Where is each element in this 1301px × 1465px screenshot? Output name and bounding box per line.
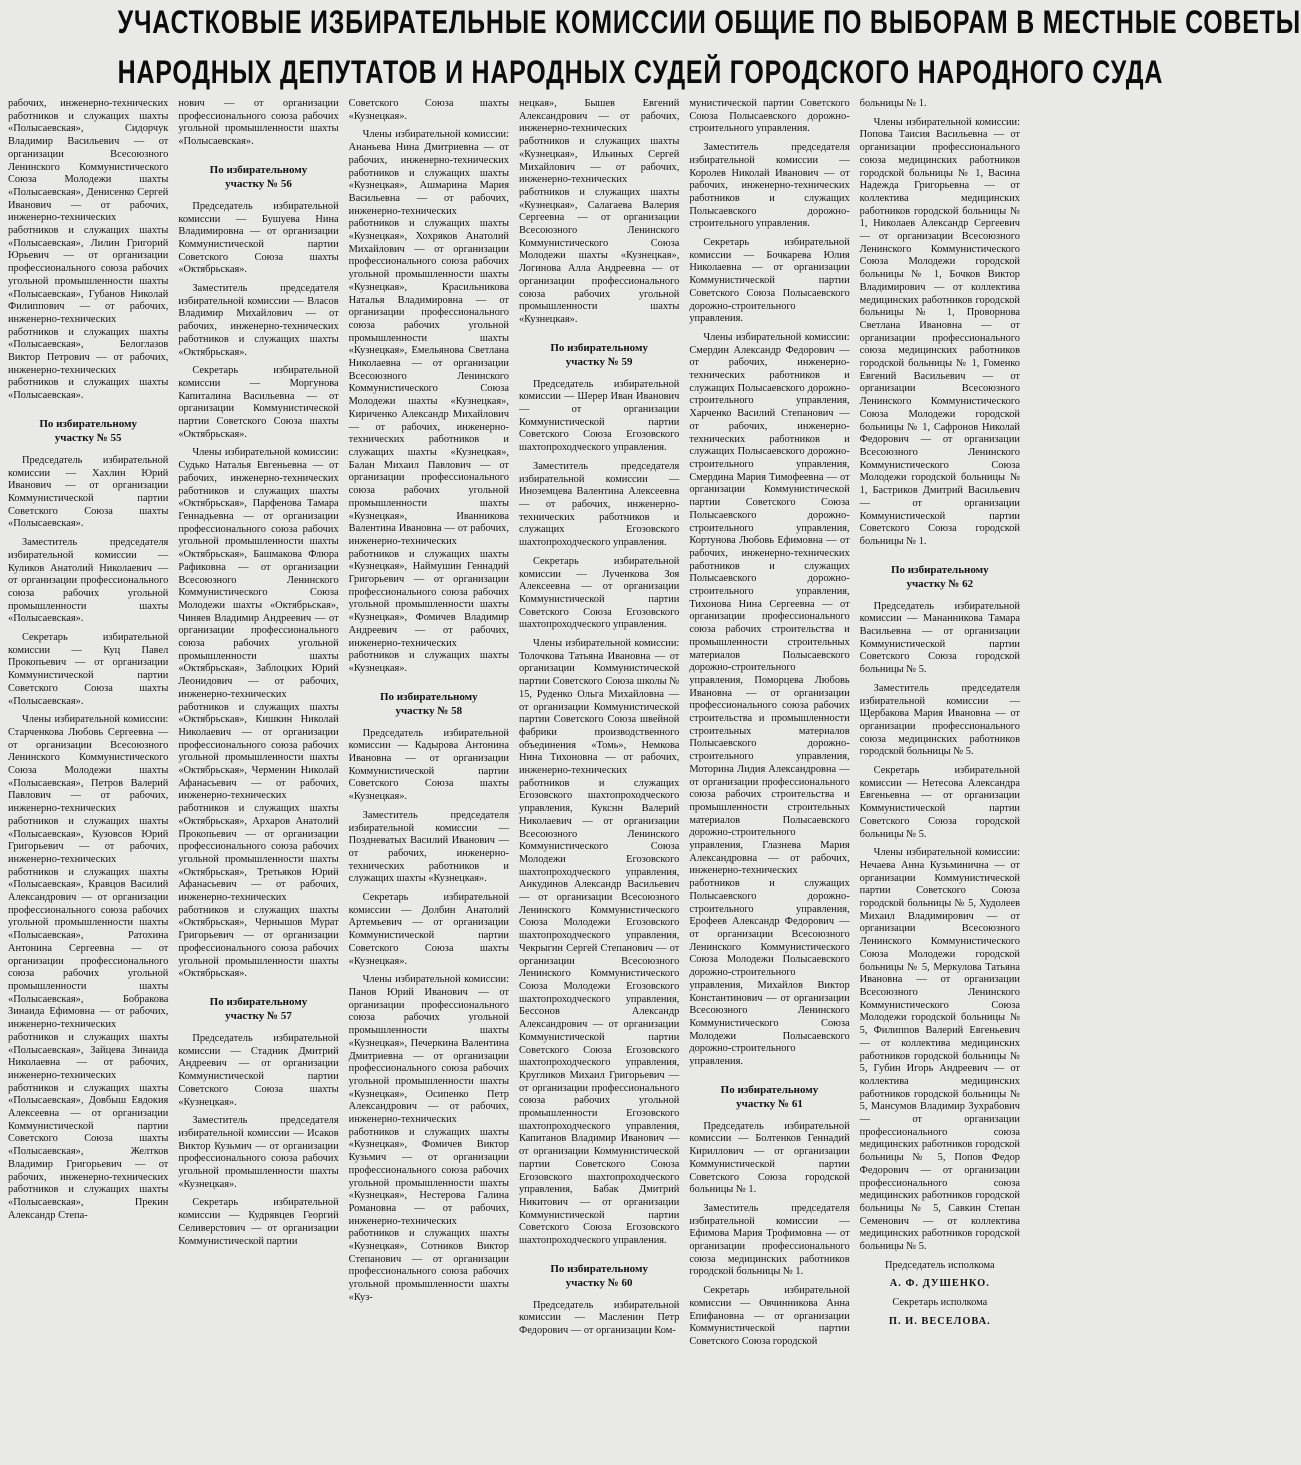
paragraph: Члены избирательной комиссии: Судько Наталья Евгеньевна — от рабочих, инженерно-технических работников и служащих шахты «Октябрьская», Парфенова Тамара Геннадьевна — от организации профессионального союза рабочих угольной промышленности шахты «Октябрьская», Башмакова Флюра Рафиковна — от организации Всесоюзного Ленинского Коммунистического Союза Молодежи шахты «Октябрьская», Чиняев Владимир Андреевич — от организации профессионального союза рабочих угольной промышленности шахты «Октябрьская», Заблоцких Юрий Леонидович — от рабочих, инженерно-технических работников и служащих шахты «Октябрьская», Кишкин Николай Николаевич — от организации профессионального союза рабочих угольной промышленности шахты «Октябрьская», Черменин Николай Афанасьевич — от рабочих, инженерно-технических работников и служащих шахты «Октябрьская», Архаров Анатолий Прокопьевич — от организации профессионального союза рабочих угольной промышленности шахты «Октябрьская», Третьяков Юрий Афанасьевич — от рабочих, инженерно-технических работников и служащих шахты «Октябрьская», Чернышов Мурат Григорьевич — от организации профессионального союза рабочих угольной промышленности шахты «Октябрьская». <box>178 447 339 980</box>
section-heading-62: По избирательному участку № 62 <box>891 563 989 590</box>
paragraph: Члены избирательной комиссии: Толочкова Татьяна Ивановна — от организации Коммунистической партии Советского Союза школы № 15, Руденко Ольга Михайловна — от организации Коммунистической партии Советского Союза швейной фабрики производственного объединения «Томь», Немкова Нина Тихоновна — от рабочих, инженерно-технических работников и служащих Егозовского шахтопроходческого управления, Кукснн Валерий Николаевич — от организации Всесоюзного Ленинского Коммунистического Союза Молодежи Егозовского шахтопроходческого управления, Анкудинов Александр Васильевич — от организации Всесоюзного Ленинского Коммунистического Союза Молодежи Егозовского шахтопроходческого управления, Чекрыгин Сергей Степанович — от организации Всесоюзного Ленинского Коммунистического Союза Молодежи Егозовского шахтопроходческого управления, Бессонов Александр Александрович — от организации Коммунистической партии Советского Союза Егозовского шахтопроходческого управления, Кругликов Михаил Григорьевич — от организации профессионального союза рабочих угольной промышленности Егозовского шахтопроходческого управления, Капитанов Владимир Иванович — от организации Коммунистической партии Советского Союза Егозовского шахтопроходческого управления, Бабак Дмитрий Никитович — от организации Коммунистической партии Советского Союза Егозовского шахтопроходческого управления. <box>518 638 680 1247</box>
section-heading-58: По избирательному участку № 58 <box>380 690 478 717</box>
text-columns <box>8 98 1020 1458</box>
paragraph: Председатель избирательной комиссии — Бушуева Нина Владимировна — от организации Коммунистической партии Советского Союза шахты «Октябрьская». <box>178 200 339 276</box>
paragraph: Члены избирательной комиссии: Попова Таисия Васильевна — от организации профессионального союза медицинских работников городской больницы № 1, Васина Надежда Григорьевна — от коллектива медицинских работников городской больницы № 1, Николаев Александр Сергеевич — от организации Всесоюзного Ленинского Коммунистического Союза Молодежи городской больницы № 1, Бочков Виктор Владимирович — от коллектива медицинских работников городской больницы № 1, Проворнова Светлана Ивановна — от организации профессионального союза медицинских работников городской больницы № 1, Гоменко Евгений Васильевич — от организации Всесоюзного Ленинского Коммунистического Союза Молодежи городской больницы № 1, Сафронов Николай Федорович — от организации Всесоюзного Ленинского Коммунистического Союза Молодежи городской больницы № 1, Бастриков Дмитрий Васильевич — от организации Коммунистической партии Советского Союза городской больницы № 1. <box>859 116 1020 547</box>
paragraph: Члены избирательной комиссии: Панов Юрий Иванович — от организации профессионального союза рабочих угольной промышленности шахты «Кузнецкая», Печеркина Валентина Дмитриевна — от организации профессионального союза рабочих угольной промышленности шахты «Кузнецкая», Осипенко Петр Александрович — от рабочих, инженерно-технических работников и служащих шахты «Кузнецкая», Фомичев Виктор Кузьмич — от организации профессионального союза рабочих угольной промышленности шахты «Кузнецкая», Нестерова Галина Романовна — от рабочих, инженерно-технических работников и служащих шахты «Кузнецкая», Сотников Виктор Степанович — от организации профессионального союза рабочих угольной промышленности шахты «Куз- <box>348 974 509 1303</box>
paragraph: нович — от организации профессионального союза рабочих угольной промышленности шахты «Полысаевская». <box>178 98 339 148</box>
paragraph: Заместитель председателя избирательной комиссии — Власов Владимир Михайлович — от рабочих, инженерно-технических работников и служащих шахты «Октябрьская». <box>178 283 339 358</box>
paragraph: Заместитель председателя избирательной комиссии — Щербакова Мария Ивановна — от организации профессионального союза медицинских работников городской больницы № 5. <box>859 682 1020 758</box>
paragraph: мунистической партии Советского Союза Полысаевского дорожно-строительного управления. <box>689 98 850 135</box>
paragraph: Председатель избирательной комиссии — Масленин Петр Федорович — от организации Ком- <box>518 1299 680 1337</box>
signature-chair-name: А. Ф. ДУШЕНКО. <box>889 1278 990 1290</box>
paragraph: Заместитель председателя избирательной комиссии — Исаков Виктор Кузьмич — от организации профессионального союза рабочих угольной промышленности шахты «Кузнецкая». <box>178 1115 339 1190</box>
headline-line-2: НАРОДНЫХ ДЕПУТАТОВ И НАРОДНЫХ СУДЕЙ ГОРОДСКОГО НАРОДНОГО СУДА <box>117 54 1164 90</box>
paragraph: нецкая», Бышев Евгений Александрович — от рабочих, инженерно-технических работников и служащих шахты «Кузнецкая», Ильиных Сергей Михайлович — от рабочих, инженерно-технических работников и служащих шахты «Кузнецкая», Салагаева Валерия Сергеевна — от организации Всесоюзного Ленинского Коммунистического Союза Молодежи шахты «Кузнецкая», Логинова Алла Андреевна — от организации профессионального союза рабочих угольной промышленности шахты «Кузнецкая». <box>518 98 680 325</box>
section-heading-57: По избирательному участку № 57 <box>209 996 308 1022</box>
paragraph: больницы № 1. <box>859 98 927 109</box>
signature-chair-title: Председатель исполкома <box>885 1259 995 1271</box>
paragraph: Заместитель председателя избирательной комиссии — Иноземцева Валентина Алексеевна — от рабочих, инженерно-технических работников и служащих Егозовского шахтопроходческого управления. <box>518 460 680 549</box>
paragraph: Члены избирательной комиссии: Нечаева Анна Кузьминична — от организации Коммунистической партии Советского Союза городской больницы № 5, Худолеев Михаил Владимирович — от организации Всесоюзного Ленинского Коммунистического Союза Молодежи городской больницы № 5, Меркулова Татьяна Ивановна — от организации Всесоюзного Ленинского Коммунистического Союза Молодежи городской больницы № 5, Филиппов Валерий Евгеньевич — от коллектива медицинских работников городской больницы № 5, Губин Игорь Андреевич — от коллектива медицинских работников городской больницы № 5, Мансумов Владимир Зухрабович — от организации профессионального союза медицинских работников городской больницы № 5, Попов Федор Федорович — от организации профессионального союза медицинских работников городской больницы № 5, Савкин Степан Семенович — от коллектива медицинских работников городской больницы № 5. <box>859 847 1020 1253</box>
paragraph: Председатель избирательной комиссии — Кадырова Антонина Ивановна — от организации Коммунистической партии Советского Союза шахты «Кузнецкая». <box>348 727 509 803</box>
paragraph: Члены избирательной комиссии: Смердин Александр Федорович — от рабочих, инженерно-технических работников и служащих Полысаевского дорожно-строительного управления, Харченко Василий Степанович — от рабочих, инженерно-технических работников и служащих Полысаевского дорожно-строительного управления, Смердина Мария Тимофеевна — от организации Коммунистической партии Советского Союза Полысаевского дорожно-строительного управления, Кортунова Любовь Ефимовна — от рабочих, инженерно-технических работников и служащих Полысаевского дорожно-строительного управления, Тихонова Нина Сергеевна — от организации профессионального союза рабочих строительства и промышленности строительных материалов Полысаевского дорожно-строительного управления, Поморцева Любовь Ивановна — от организации профессионального союза рабочих строительства и промышленности строительных материалов Полысаевского дорожно-строительного управления, Моторина Лидия Александровна — от организации профессионального союза рабочих строительства и промышленности строительных материалов Полысаевского дорожно-строительного управления, Глазнева Мария Александровна — от рабочих, инженерно-технических работников и служащих Полысаевского дорожно-строительного управления, Ерофеев Александр Федорович — от организации Всесоюзного Ленинского Коммунистического Союза Молодежи Полысаевского дорожно-строительного управления, Михайлов Виктор Константинович — от организации Всесоюзного Ленинского Коммунистического Союза Молодежи Полысаевского дорожно-строительного управления. <box>689 331 850 1068</box>
paragraph: Секретарь избирательной комиссии — Бочкарева Юлия Николаевна — от организации Коммунистической партии Советского Союза Полысаевского дорожно-строительного управления. <box>689 237 850 325</box>
paragraph: Председатель избирательной комиссии — Шерер Иван Иванович — от организации Коммунистической партии Советского Союза Егозовского шахтопроходческого управления. <box>518 378 680 454</box>
paragraph: Секретарь избирательной комиссии — Долбин Анатолий Артемьевич — от организации Коммунистической партии Советского Союза шахты «Кузнецкая». <box>348 892 509 967</box>
paragraph: Заместитель председателя избирательной комиссии — Королев Николай Иванович — от рабочих, инженерно-технических работников и служащих Полысаевского дорожно-строительного управления. <box>689 142 850 230</box>
paragraph: Секретарь избирательной комиссии — Овчинникова Анна Епифановна — от организации Коммунистической партии Советского Союза городской <box>689 1285 850 1347</box>
section-heading-56: По избирательному участку № 56 <box>209 163 308 190</box>
column-4 <box>519 98 679 1458</box>
paragraph: Председатель избирательной комиссии — Болтенков Геннадий Кириллович — от организации Коммунистической партии Советского Союза городской больницы № 1. <box>689 1120 850 1196</box>
signature-secretary-title: Секретарь исполкома <box>892 1297 988 1309</box>
section-heading-61: По избирательному участку № 61 <box>720 1083 819 1110</box>
paragraph: Председатель избирательной комиссии — Хахлин Юрий Иванович — от организации Коммунистической партии Советского Союза шахты «Полысаевская». <box>8 454 169 530</box>
column-6 <box>860 98 1020 1458</box>
column-5 <box>689 98 849 1458</box>
paragraph: Секретарь избирательной комиссии — Лученкова Зоя Алексеевна — от организации Коммунистической партии Советского Союза Егозовского шахтопроходческого управления. <box>518 555 680 631</box>
column-2 <box>178 98 338 1458</box>
column-1 <box>8 98 168 1458</box>
paragraph: Члены избирательной комиссии: Ананьева Нина Дмитриевна — от рабочих, инженерно-технических работников и служащих шахты «Кузнецкая», Ашмарина Мария Васильевна — от рабочих, инженерно-технических работников и служащих шахты «Кузнецкая», Хохряков Анатолий Михайлович — от организации профессионального союза рабочих угольной промышленности шахты «Кузнецкая», Красильникова Наталья Владимировна — от организации профессионального союза рабочих угольной промышленности шахты «Кузнецкая», Емельянова Светлана Николаевна — от организации Всесоюзного Ленинского Коммунистического Союза Молодежи шахты «Кузнецкая», Кириченко Александр Михайлович — от рабочих, инженерно-технических работников и служащих шахты «Кузнецкая», Балан Михаил Павлович — от организации профессионального союза рабочих угольной промышленности шахты «Кузнецкая», Иванникова Валентина Ивановна — от рабочих, инженерно-технических работников и служащих шахты «Кузнецкая», Наймушин Геннадий Григорьевич — от организации профессионального союза рабочих угольной промышленности шахты «Кузнецкая», Фомичев Владимир Андреевич — от рабочих, инженерно-технических работников и служащих шахты «Кузнецкая». <box>348 129 509 674</box>
paragraph: Члены избирательной комиссии: Старченкова Любовь Сергеевна — от организации Всесоюзного Ленинского Коммунистического Союза Молодежи шахты «Полысаевская», Петров Валерий Павлович — от рабочих, инженерно-технических работников и служащих шахты «Полысаевская», Кузовсов Юрий Григорьевич — от рабочих, инженерно-технических работников и служащих шахты «Полысаевская», Кравцов Василий Александрович — от организации профессионального союза рабочих угольной промышленности шахты «Полысаевская», Ратохина Антонина Сергеевна — от организации профессионального союза рабочих угольной промышленности шахты «Полысаевская», Бобракова Зинаида Ефимовна — от рабочих, инженерно-технических работников и служащих шахты «Полысаевская», Зайцева Зинаида Николаевна — от рабочих, инженерно-технических работников и служащих шахты «Полысаевская», Довбыш Евдокия Алексеевна — от организации Коммунистической партии Советского Союза шахты «Полысаевская», Желтков Владимир Григорьевич — от рабочих, инженерно-технических работников и служащих шахты «Полысаевская», Прекин Александр Степа- <box>8 714 169 1221</box>
section-heading-55: По избирательному участку № 55 <box>39 417 137 444</box>
headline-line-1: УЧАСТКОВЫЕ ИЗБИРАТЕЛЬНЫЕ КОМИССИИ ОБЩИЕ ПО ВЫБОРАМ В МЕСТНЫЕ СОВЕТЫ <box>117 4 1301 40</box>
paragraph: Секретарь избирательной комиссии — Кудрявцев Георгий Селиверстович — от организации Коммунистической партии <box>178 1197 339 1247</box>
paragraph: рабочих, инженерно-технических работников и служащих шахты «Полысаевская», Сидорчук Владимир Васильевич — от организации Всесоюзного Ленинского Коммунистического Союза Молодежи шахты «Полысаевская», Денисенко Сергей Иванович — от рабочих, инженерно-технических работников и служащих шахты «Полысаевская», Лилин Григорий Юрьевич — от организации профессионального союза рабочих угольной промышленности шахты «Полысаевская», Губанов Николай Филиппович — от рабочих, инженерно-технических работников и служащих шахты «Полысаевская», Белоглазов Виктор Петрович — от рабочих, инженерно-технических работников и служащих шахты «Полысаевская». <box>8 98 169 402</box>
section-heading-59: По избирательному участку № 59 <box>550 341 648 368</box>
section-heading-60: По избирательному участку № 60 <box>550 1262 648 1289</box>
paragraph: Заместитель председателя избирательной комиссии — Куликов Анатолий Николаевич — от организации профессионального союза рабочих угольной промышленности шахты «Полысаевская». <box>8 537 169 625</box>
column-3 <box>349 98 509 1458</box>
paragraph: Секретарь избирательной комиссии — Нетесова Александра Евгеньевна — от организации Коммунистической партии Советского Союза городской больницы № 5. <box>859 765 1020 840</box>
paragraph: Заместитель председателя избирательной комиссии — Поздневатых Василий Иванович — от рабочих, инженерно-технических работников и служащих шахты «Кузнецкая». <box>348 809 509 885</box>
signature-secretary-name: П. И. ВЕСЕЛОВА. <box>888 1315 991 1327</box>
paragraph: Заместитель председателя избирательной комиссии — Ефимова Мария Трофимовна — от организации профессионального союза медицинских работников городской больницы № 1. <box>689 1202 850 1278</box>
paragraph: Председатель избирательной комиссии — Мананникова Тамара Васильевна — от организации Коммунистической партии Советского Союза городской больницы № 5. <box>859 600 1020 676</box>
paragraph: Секретарь избирательной комиссии — Моргунова Капиталина Васильевна — от организации Коммунистической партии Советского Союза шахты «Октябрьская». <box>178 365 339 440</box>
paragraph: Председатель избирательной комиссии — Стадник Дмитрий Андреевич — от организации Коммунистической партии Советского Союза шахты «Кузнецкая». <box>178 1033 339 1108</box>
paragraph: Советского Союза шахты «Кузнецкая». <box>348 98 509 122</box>
paragraph: Секретарь избирательной комиссии — Куц Павел Прокопьевич — от организации Коммунистической партии Советского Союза шахты «Полысаевская». <box>8 632 169 707</box>
